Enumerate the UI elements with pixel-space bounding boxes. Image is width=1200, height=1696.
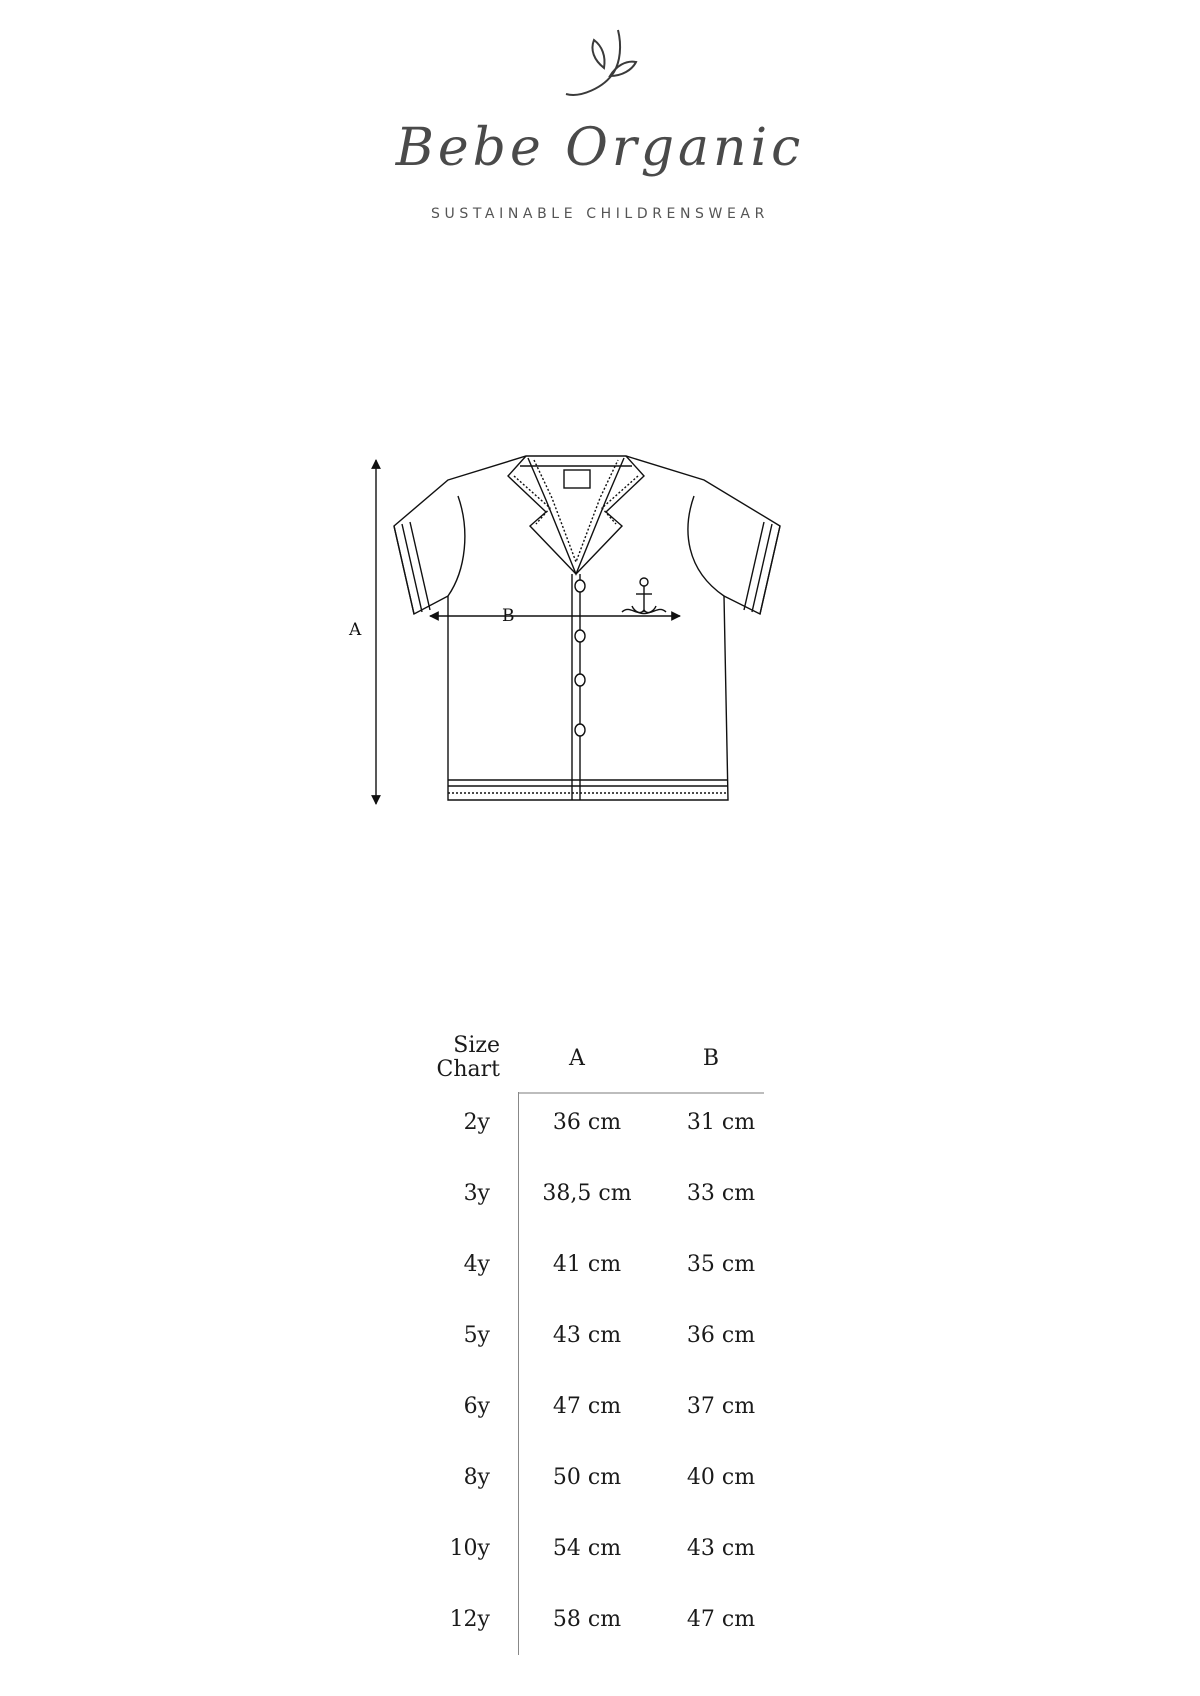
table-row [430,1252,770,1292]
table-header [430,1030,770,1090]
measure-b-cell: 33 cm [686,1181,756,1206]
measure-b-cell: 31 cm [686,1110,756,1135]
measure-a-cell: 58 cm [552,1607,622,1632]
size-chart-heading [430,1034,500,1082]
measure-b-cell: 36 cm [686,1323,756,1348]
dimension-label-b: B [502,606,515,626]
table-row [430,1110,770,1150]
table-row [430,1323,770,1363]
size-chart-heading-line1: Size [453,1033,500,1058]
brand-header [0,0,1200,240]
brand-tagline: SUSTAINABLE CHILDRENSWEAR [431,206,769,222]
measure-a-cell: 43 cm [552,1323,622,1348]
column-header-a: A [569,1046,585,1071]
measure-a-cell: 47 cm [552,1394,622,1419]
measure-b-cell: 37 cm [686,1394,756,1419]
dimension-label-a: A [349,620,362,640]
measure-b-cell: 47 cm [686,1607,756,1632]
table-row [430,1536,770,1576]
size-cell: 6y [463,1394,490,1419]
shirt-outline [394,456,780,800]
size-cell: 4y [463,1252,490,1277]
size-cell: 3y [463,1181,490,1206]
measure-a-cell: 54 cm [552,1536,622,1561]
measure-a-cell: 36 cm [552,1110,622,1135]
column-header-b: B [702,1046,720,1071]
size-cell: 12y [449,1607,490,1632]
column-divider [518,1092,519,1655]
measure-b-cell: 35 cm [686,1252,756,1277]
header-divider [518,1092,764,1094]
measure-b-cell: 43 cm [686,1536,756,1561]
measure-a-cell: 41 cm [552,1252,622,1277]
size-cell: 10y [449,1536,490,1561]
shirt-measurement-diagram [330,440,830,820]
measure-a-cell: 50 cm [552,1465,622,1490]
table-row [430,1607,770,1647]
measure-b-cell: 40 cm [686,1465,756,1490]
table-row [430,1465,770,1505]
leaf-sprig-icon [560,22,650,102]
size-chart-heading-line2: Chart [436,1057,500,1082]
table-row [430,1181,770,1221]
table-row [430,1394,770,1434]
size-cell: 5y [463,1323,490,1348]
size-cell: 2y [463,1110,490,1135]
brand-name: Bebe Organic [395,118,805,178]
measure-a-cell: 38,5 cm [542,1181,632,1206]
size-cell: 8y [463,1465,490,1490]
